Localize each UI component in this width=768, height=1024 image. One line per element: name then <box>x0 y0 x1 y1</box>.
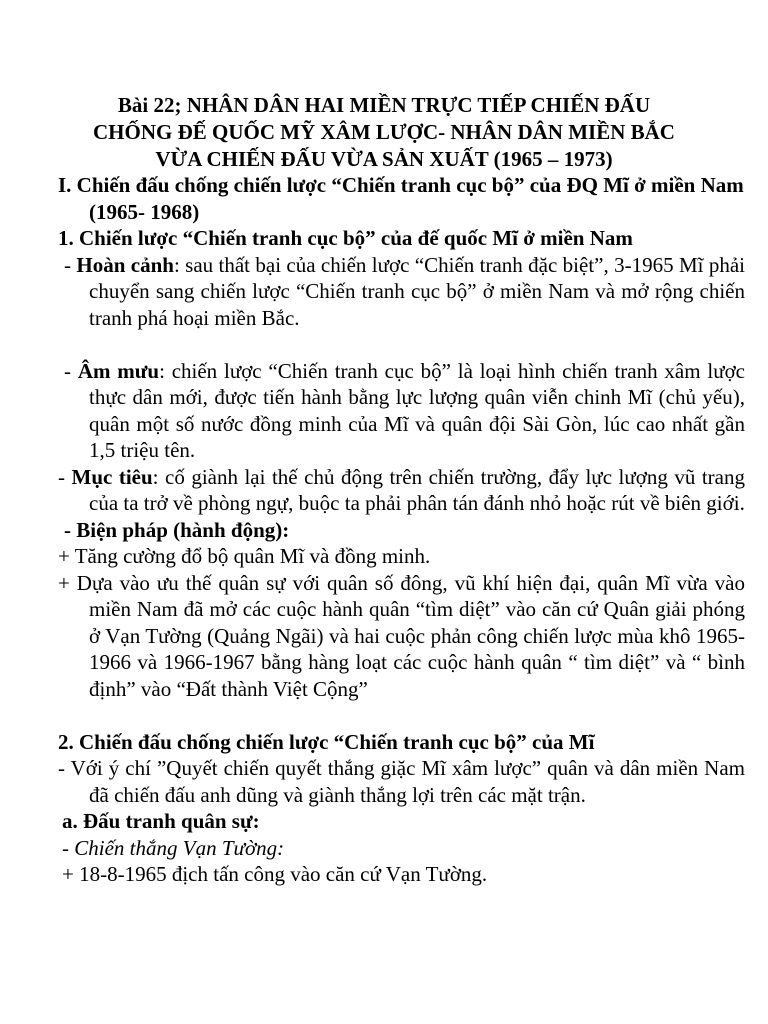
spacer <box>89 702 745 729</box>
muc-tieu-text: : cố giành lại thế chủ động trên chiến trường, đẩy lực lượng vũ trang của ta trở về phòng ngự, buộc ta phải phân tán đánh nhỏ hoặc rút về biên giới. <box>89 464 745 515</box>
hoan-canh-text: : sau thất bại của chiến lược “Chiến tranh đặc biệt”, 3-1965 Mĩ phải chuyển sang chiến lược “Chiến tranh cục bộ” ở miền Nam và mở rộng chiến tranh phá hoại miền Bắc. <box>89 252 745 330</box>
spacer <box>89 331 745 358</box>
title-line: VỪA CHIẾN ĐẤU VỪA SẢN XUẤT (1965 – 1973) <box>155 147 613 171</box>
hoan-canh-paragraph: - Hoàn cảnh: sau thất bại của chiến lược “Chiến tranh đặc biệt”, 3-1965 Mĩ phải chuyển sang chiến lược “Chiến tranh cục bộ” ở miền Nam và mở rộng chiến tranh phá hoại miền Bắc. <box>64 252 745 330</box>
bien-phap-item: + Tăng cường đổ bộ quân Mĩ và đồng minh. <box>58 544 431 568</box>
title-line: Bài 22; NHÂN DÂN HAI MIỀN TRỰC TIẾP CHIẾN ĐẤU <box>117 93 651 117</box>
van-tuong-heading: - Chiến thắng Vạn Tường: <box>62 835 285 860</box>
subsubsection-heading: a. Đấu tranh quân sự: <box>62 809 260 833</box>
subsection-heading: 2. Chiến đấu chống chiến lược “Chiến tranh cục bộ” của Mĩ <box>58 729 595 754</box>
muc-tieu-paragraph: - Mục tiêu: cố giành lại thế chủ động trên chiến trường, đẩy lực lượng vũ trang của ta trở về phòng ngự, buộc ta phải phân tán đánh nhỏ hoặc rút về biên giới. <box>58 464 745 515</box>
section-heading: I. Chiến đấu chống chiến lược “Chiến tranh cục bộ” của ĐQ Mĩ ở miền Nam (1965- 1968) <box>58 173 744 224</box>
subsection-paragraph: - Với ý chí ”Quyết chiến quyết thắng giặc Mĩ xâm lược” quân và dân miền Nam đã chiến đấu anh dũng và giành thắng lợi trên các mặt trận. <box>58 756 745 807</box>
subsection-heading: 1. Chiến lược “Chiến tranh cục bộ” của đế quốc Mĩ ở miền Nam <box>58 226 633 250</box>
van-tuong-item: + 18-8-1965 địch tấn công vào căn cứ Vạn Tường. <box>62 862 488 886</box>
hoan-canh-label: Hoàn cảnh <box>76 252 174 277</box>
am-muu-text: : chiến lược “Chiến tranh cục bộ” là loại hình chiến tranh xâm lược thực dân mới, được tiến hành bằng lực lượng quân viễn chinh Mĩ (chủ yếu), quân một số nước đồng minh của Mĩ và quân đội Sài Gòn, lúc cao nhất gần 1,5 triệu tên. <box>89 358 746 462</box>
am-muu-label: Âm mưu <box>77 358 160 383</box>
bien-phap-item: + Dựa vào ưu thế quân sự với quân số đông, vũ khí hiện đại, quân Mĩ vừa vào miền Nam đã mở các cuộc hành quân “tìm diệt” vào căn cứ Quân giải phóng ở Vạn Tường (Quảng Ngãi) và hai cuộc phản công chiến lược mùa khô 1965-1966 và 1966-1967 bằng hàng loạt các cuộc hành quân “ tìm diệt” và “ bình định” vào “Đất thành Việt Cộng” <box>58 570 745 701</box>
title-line: CHỐNG ĐẾ QUỐC MỸ XÂM LƯỢC- NHÂN DÂN MIỀN BẮC <box>93 120 675 144</box>
bien-phap-heading: - Biện pháp (hành động): <box>64 517 290 542</box>
am-muu-paragraph: - Âm mưu: chiến lược “Chiến tranh cục bộ” là loại hình chiến tranh xâm lược thực dân mới, được tiến hành bằng lực lượng quân viễn chinh Mĩ (chủ yếu), quân một số nước đồng minh của Mĩ và quân đội Sài Gòn, lúc cao nhất gần 1,5 triệu tên. <box>64 358 746 462</box>
lesson-title <box>60 92 708 173</box>
lesson-body <box>58 172 746 888</box>
muc-tieu-label: Mục tiêu <box>71 464 153 489</box>
